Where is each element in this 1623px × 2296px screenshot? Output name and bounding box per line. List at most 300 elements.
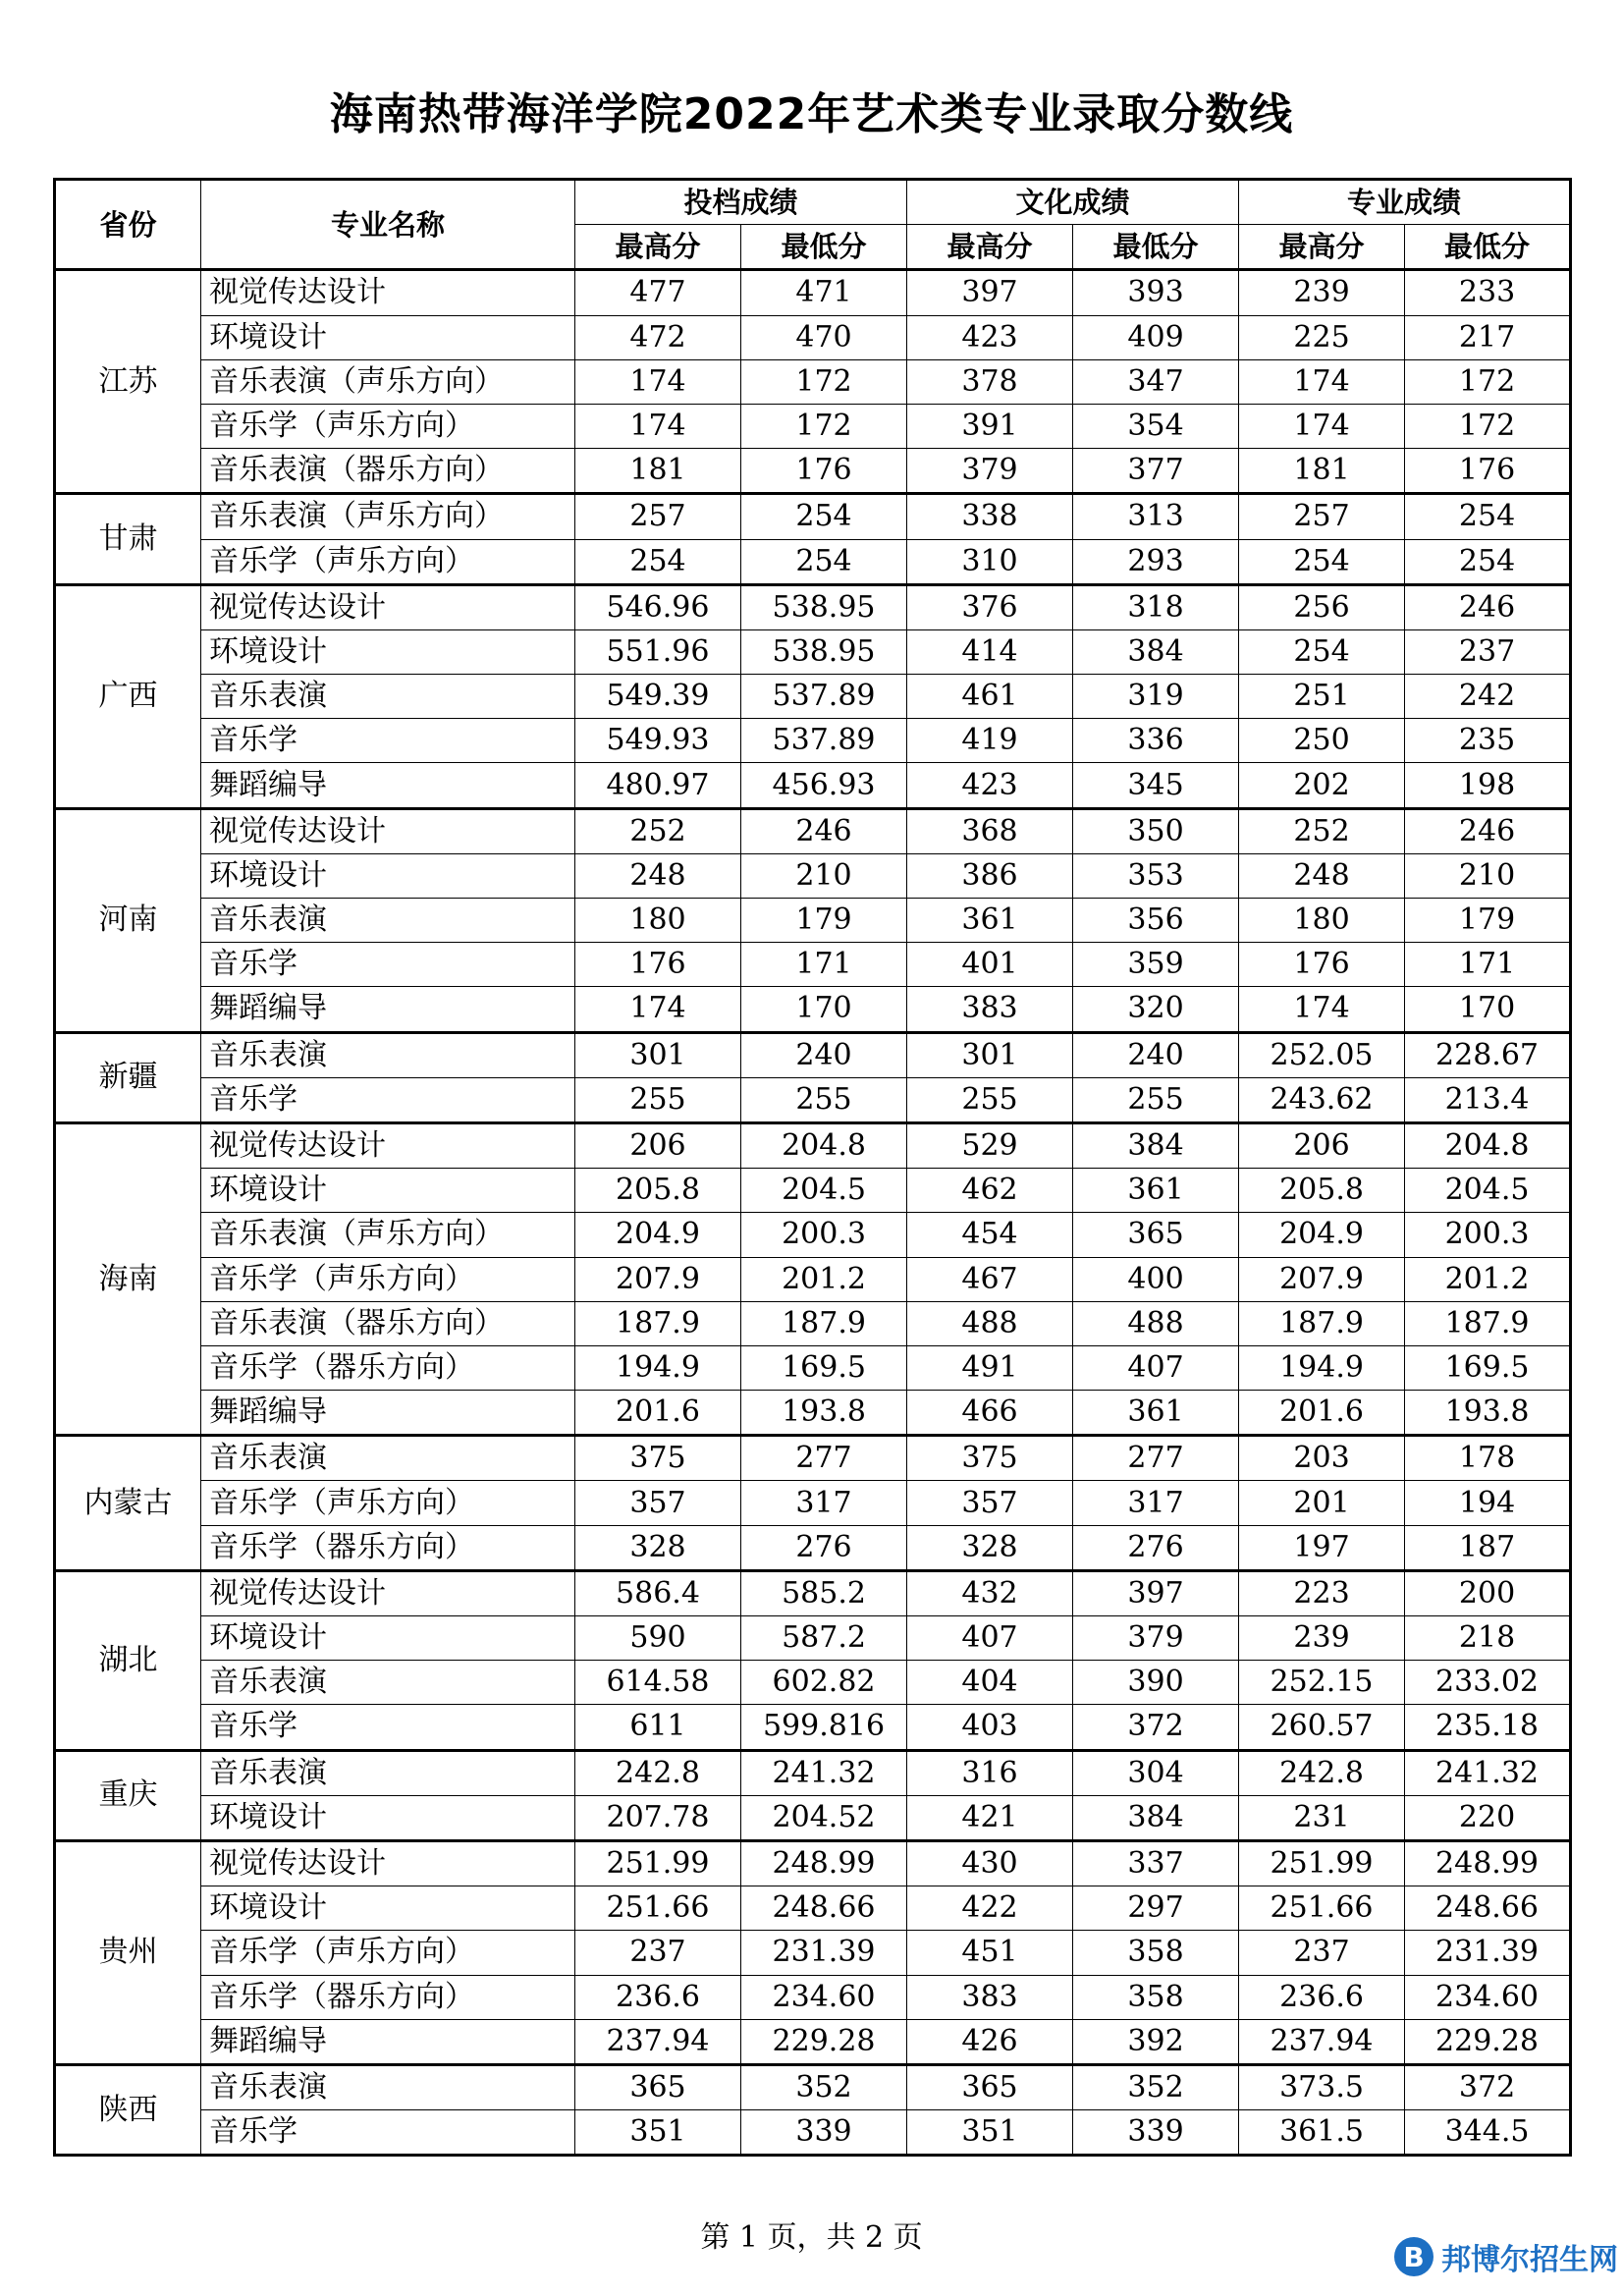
submission-max-cell: 586.4 xyxy=(575,1570,741,1615)
submission-min-cell: 204.52 xyxy=(741,1795,907,1840)
culture-max-cell: 328 xyxy=(907,1525,1073,1570)
submission-min-cell: 179 xyxy=(741,899,907,943)
major-cell: 音乐表演 xyxy=(201,1032,575,1077)
major-cell: 音乐学（声乐方向） xyxy=(201,1931,575,1975)
major-cell: 舞蹈编导 xyxy=(201,2019,575,2064)
submission-min-cell: 254 xyxy=(741,539,907,584)
submission-max-cell: 472 xyxy=(575,315,741,359)
culture-max-cell: 426 xyxy=(907,2019,1073,2064)
header-group-submission: 投档成绩 xyxy=(575,180,907,225)
culture-max-cell: 423 xyxy=(907,315,1073,359)
submission-max-cell: 255 xyxy=(575,1077,741,1122)
professional-max-cell: 239 xyxy=(1239,1616,1405,1661)
submission-max-cell: 237 xyxy=(575,1931,741,1975)
professional-max-cell: 201 xyxy=(1239,1481,1405,1525)
professional-max-cell: 174 xyxy=(1239,359,1405,404)
table-row xyxy=(55,1525,1571,1570)
culture-min-cell: 409 xyxy=(1073,315,1239,359)
submission-min-cell: 204.5 xyxy=(741,1169,907,1213)
professional-min-cell: 235.18 xyxy=(1405,1705,1571,1750)
culture-min-cell: 317 xyxy=(1073,1481,1239,1525)
culture-max-cell: 491 xyxy=(907,1345,1073,1390)
professional-max-cell: 205.8 xyxy=(1239,1169,1405,1213)
major-cell: 音乐表演（声乐方向） xyxy=(201,1213,575,1257)
submission-max-cell: 252 xyxy=(575,808,741,853)
table-row xyxy=(55,1931,1571,1975)
culture-max-cell: 423 xyxy=(907,763,1073,808)
professional-min-cell: 235 xyxy=(1405,719,1571,763)
submission-max-cell: 551.96 xyxy=(575,629,741,674)
submission-max-cell: 590 xyxy=(575,1616,741,1661)
header-min: 最低分 xyxy=(1405,225,1571,270)
table-row xyxy=(55,899,1571,943)
submission-max-cell: 206 xyxy=(575,1122,741,1168)
submission-min-cell: 255 xyxy=(741,1077,907,1122)
professional-min-cell: 241.32 xyxy=(1405,1750,1571,1795)
culture-max-cell: 397 xyxy=(907,270,1073,315)
culture-min-cell: 255 xyxy=(1073,1077,1239,1122)
province-cell: 新疆 xyxy=(55,1032,201,1122)
professional-min-cell: 169.5 xyxy=(1405,1345,1571,1390)
culture-min-cell: 336 xyxy=(1073,719,1239,763)
submission-min-cell: 248.66 xyxy=(741,1886,907,1931)
professional-min-cell: 228.67 xyxy=(1405,1032,1571,1077)
professional-max-cell: 239 xyxy=(1239,270,1405,315)
professional-max-cell: 237 xyxy=(1239,1931,1405,1975)
submission-min-cell: 339 xyxy=(741,2110,907,2156)
culture-max-cell: 361 xyxy=(907,899,1073,943)
table-row xyxy=(55,359,1571,404)
culture-max-cell: 383 xyxy=(907,1975,1073,2019)
culture-max-cell: 401 xyxy=(907,943,1073,987)
major-cell: 音乐表演（声乐方向） xyxy=(201,494,575,539)
submission-max-cell: 207.78 xyxy=(575,1795,741,1840)
culture-min-cell: 345 xyxy=(1073,763,1239,808)
submission-max-cell: 174 xyxy=(575,987,741,1032)
major-cell: 音乐学（器乐方向） xyxy=(201,1345,575,1390)
professional-min-cell: 193.8 xyxy=(1405,1391,1571,1436)
professional-max-cell: 254 xyxy=(1239,629,1405,674)
major-cell: 音乐学（声乐方向） xyxy=(201,404,575,448)
major-cell: 环境设计 xyxy=(201,1616,575,1661)
culture-min-cell: 397 xyxy=(1073,1570,1239,1615)
culture-max-cell: 386 xyxy=(907,853,1073,898)
submission-max-cell: 480.97 xyxy=(575,763,741,808)
table-row xyxy=(55,943,1571,987)
culture-min-cell: 358 xyxy=(1073,1931,1239,1975)
submission-max-cell: 201.6 xyxy=(575,1391,741,1436)
major-cell: 音乐学（声乐方向） xyxy=(201,1257,575,1301)
professional-max-cell: 236.6 xyxy=(1239,1975,1405,2019)
professional-min-cell: 171 xyxy=(1405,943,1571,987)
professional-min-cell: 217 xyxy=(1405,315,1571,359)
culture-min-cell: 293 xyxy=(1073,539,1239,584)
submission-min-cell: 317 xyxy=(741,1481,907,1525)
professional-max-cell: 257 xyxy=(1239,494,1405,539)
culture-max-cell: 404 xyxy=(907,1661,1073,1705)
submission-min-cell: 176 xyxy=(741,449,907,494)
culture-min-cell: 393 xyxy=(1073,270,1239,315)
submission-min-cell: 201.2 xyxy=(741,1257,907,1301)
table-row xyxy=(55,719,1571,763)
professional-min-cell: 229.28 xyxy=(1405,2019,1571,2064)
culture-min-cell: 361 xyxy=(1073,1169,1239,1213)
watermark xyxy=(1394,2235,1618,2278)
submission-min-cell: 599.816 xyxy=(741,1705,907,1750)
culture-min-cell: 240 xyxy=(1073,1032,1239,1077)
professional-min-cell: 248.66 xyxy=(1405,1886,1571,1931)
professional-max-cell: 231 xyxy=(1239,1795,1405,1840)
table-row xyxy=(55,404,1571,448)
professional-min-cell: 231.39 xyxy=(1405,1931,1571,1975)
submission-min-cell: 170 xyxy=(741,987,907,1032)
header-min: 最低分 xyxy=(741,225,907,270)
culture-min-cell: 350 xyxy=(1073,808,1239,853)
major-cell: 音乐表演（声乐方向） xyxy=(201,359,575,404)
culture-max-cell: 488 xyxy=(907,1301,1073,1345)
professional-min-cell: 200 xyxy=(1405,1570,1571,1615)
professional-min-cell: 242 xyxy=(1405,675,1571,719)
page-title: 海南热带海洋学院2022年艺术类专业录取分数线 xyxy=(329,89,1294,139)
submission-min-cell: 471 xyxy=(741,270,907,315)
submission-max-cell: 549.93 xyxy=(575,719,741,763)
table-row xyxy=(55,270,1571,315)
culture-min-cell: 488 xyxy=(1073,1301,1239,1345)
professional-max-cell: 223 xyxy=(1239,1570,1405,1615)
professional-max-cell: 187.9 xyxy=(1239,1301,1405,1345)
submission-max-cell: 351 xyxy=(575,2110,741,2156)
professional-max-cell: 174 xyxy=(1239,404,1405,448)
table-row xyxy=(55,539,1571,584)
submission-min-cell: 246 xyxy=(741,808,907,853)
culture-min-cell: 319 xyxy=(1073,675,1239,719)
professional-max-cell: 243.62 xyxy=(1239,1077,1405,1122)
professional-max-cell: 260.57 xyxy=(1239,1705,1405,1750)
culture-min-cell: 361 xyxy=(1073,1391,1239,1436)
culture-min-cell: 313 xyxy=(1073,494,1239,539)
culture-max-cell: 421 xyxy=(907,1795,1073,1840)
table-row xyxy=(55,1886,1571,1931)
culture-max-cell: 432 xyxy=(907,1570,1073,1615)
professional-min-cell: 233 xyxy=(1405,270,1571,315)
professional-min-cell: 254 xyxy=(1405,494,1571,539)
professional-min-cell: 187.9 xyxy=(1405,1301,1571,1345)
submission-max-cell: 237.94 xyxy=(575,2019,741,2064)
header-major: 专业名称 xyxy=(201,180,575,270)
submission-min-cell: 172 xyxy=(741,359,907,404)
submission-max-cell: 257 xyxy=(575,494,741,539)
professional-min-cell: 187 xyxy=(1405,1525,1571,1570)
submission-max-cell: 236.6 xyxy=(575,1975,741,2019)
submission-max-cell: 254 xyxy=(575,539,741,584)
major-cell: 音乐表演 xyxy=(201,1436,575,1481)
submission-min-cell: 171 xyxy=(741,943,907,987)
professional-min-cell: 178 xyxy=(1405,1436,1571,1481)
professional-max-cell: 251.66 xyxy=(1239,1886,1405,1931)
professional-min-cell: 218 xyxy=(1405,1616,1571,1661)
culture-min-cell: 384 xyxy=(1073,1795,1239,1840)
major-cell: 音乐学 xyxy=(201,719,575,763)
submission-max-cell: 242.8 xyxy=(575,1750,741,1795)
culture-max-cell: 301 xyxy=(907,1032,1073,1077)
submission-max-cell: 301 xyxy=(575,1032,741,1077)
table-row xyxy=(55,1795,1571,1840)
culture-min-cell: 337 xyxy=(1073,1840,1239,1886)
submission-max-cell: 187.9 xyxy=(575,1301,741,1345)
major-cell: 环境设计 xyxy=(201,1169,575,1213)
table-row xyxy=(55,584,1571,629)
submission-max-cell: 176 xyxy=(575,943,741,987)
major-cell: 环境设计 xyxy=(201,629,575,674)
watermark-text: 邦博尔招生网 xyxy=(1441,2243,1618,2277)
major-cell: 音乐学 xyxy=(201,1077,575,1122)
culture-max-cell: 451 xyxy=(907,1931,1073,1975)
province-cell: 陕西 xyxy=(55,2064,201,2155)
professional-max-cell: 254 xyxy=(1239,539,1405,584)
professional-min-cell: 200.3 xyxy=(1405,1213,1571,1257)
table-row xyxy=(55,1122,1571,1168)
culture-max-cell: 466 xyxy=(907,1391,1073,1436)
table-row xyxy=(55,1301,1571,1345)
submission-max-cell: 180 xyxy=(575,899,741,943)
major-cell: 舞蹈编导 xyxy=(201,1391,575,1436)
culture-max-cell: 351 xyxy=(907,2110,1073,2156)
culture-min-cell: 377 xyxy=(1073,449,1239,494)
submission-min-cell: 200.3 xyxy=(741,1213,907,1257)
professional-max-cell: 242.8 xyxy=(1239,1750,1405,1795)
major-cell: 视觉传达设计 xyxy=(201,1570,575,1615)
professional-max-cell: 251 xyxy=(1239,675,1405,719)
culture-min-cell: 390 xyxy=(1073,1661,1239,1705)
major-cell: 环境设计 xyxy=(201,1795,575,1840)
submission-max-cell: 205.8 xyxy=(575,1169,741,1213)
culture-max-cell: 391 xyxy=(907,404,1073,448)
table-row xyxy=(55,1705,1571,1750)
header-group-professional: 专业成绩 xyxy=(1239,180,1571,225)
submission-max-cell: 251.99 xyxy=(575,1840,741,1886)
major-cell: 视觉传达设计 xyxy=(201,808,575,853)
culture-max-cell: 365 xyxy=(907,2064,1073,2109)
culture-max-cell: 422 xyxy=(907,1886,1073,1931)
submission-min-cell: 210 xyxy=(741,853,907,898)
table-row xyxy=(55,763,1571,808)
culture-min-cell: 359 xyxy=(1073,943,1239,987)
table-row xyxy=(55,1032,1571,1077)
table-body xyxy=(55,270,1571,2156)
province-cell: 甘肃 xyxy=(55,494,201,584)
submission-max-cell: 477 xyxy=(575,270,741,315)
culture-min-cell: 358 xyxy=(1073,1975,1239,2019)
submission-max-cell: 181 xyxy=(575,449,741,494)
professional-min-cell: 213.4 xyxy=(1405,1077,1571,1122)
header-min: 最低分 xyxy=(1073,225,1239,270)
submission-max-cell: 251.66 xyxy=(575,1886,741,1931)
table-row xyxy=(55,1570,1571,1615)
province-cell: 湖北 xyxy=(55,1570,201,1750)
province-cell: 贵州 xyxy=(55,1840,201,2064)
professional-max-cell: 202 xyxy=(1239,763,1405,808)
submission-min-cell: 248.99 xyxy=(741,1840,907,1886)
professional-min-cell: 344.5 xyxy=(1405,2110,1571,2156)
table-row xyxy=(55,1481,1571,1525)
professional-min-cell: 172 xyxy=(1405,359,1571,404)
culture-max-cell: 383 xyxy=(907,987,1073,1032)
submission-min-cell: 352 xyxy=(741,2064,907,2109)
table-row xyxy=(55,1257,1571,1301)
culture-max-cell: 467 xyxy=(907,1257,1073,1301)
culture-min-cell: 320 xyxy=(1073,987,1239,1032)
culture-min-cell: 392 xyxy=(1073,2019,1239,2064)
professional-max-cell: 361.5 xyxy=(1239,2110,1405,2156)
submission-min-cell: 537.89 xyxy=(741,719,907,763)
culture-min-cell: 354 xyxy=(1073,404,1239,448)
major-cell: 舞蹈编导 xyxy=(201,987,575,1032)
professional-min-cell: 233.02 xyxy=(1405,1661,1571,1705)
culture-max-cell: 255 xyxy=(907,1077,1073,1122)
table-row xyxy=(55,1840,1571,1886)
professional-max-cell: 204.9 xyxy=(1239,1213,1405,1257)
professional-max-cell: 194.9 xyxy=(1239,1345,1405,1390)
culture-min-cell: 318 xyxy=(1073,584,1239,629)
table-row xyxy=(55,675,1571,719)
professional-min-cell: 176 xyxy=(1405,449,1571,494)
major-cell: 音乐表演 xyxy=(201,1661,575,1705)
professional-min-cell: 220 xyxy=(1405,1795,1571,1840)
culture-max-cell: 419 xyxy=(907,719,1073,763)
culture-min-cell: 297 xyxy=(1073,1886,1239,1931)
submission-max-cell: 375 xyxy=(575,1436,741,1481)
submission-min-cell: 204.8 xyxy=(741,1122,907,1168)
table-row xyxy=(55,2110,1571,2156)
major-cell: 音乐学（器乐方向） xyxy=(201,1975,575,2019)
culture-min-cell: 347 xyxy=(1073,359,1239,404)
submission-max-cell: 174 xyxy=(575,359,741,404)
professional-max-cell: 206 xyxy=(1239,1122,1405,1168)
major-cell: 视觉传达设计 xyxy=(201,270,575,315)
submission-min-cell: 231.39 xyxy=(741,1931,907,1975)
professional-min-cell: 194 xyxy=(1405,1481,1571,1525)
professional-min-cell: 372 xyxy=(1405,2064,1571,2109)
watermark-logo-icon: B xyxy=(1394,2237,1434,2276)
submission-min-cell: 585.2 xyxy=(741,1570,907,1615)
table-row xyxy=(55,1345,1571,1390)
submission-max-cell: 614.58 xyxy=(575,1661,741,1705)
professional-max-cell: 256 xyxy=(1239,584,1405,629)
culture-max-cell: 529 xyxy=(907,1122,1073,1168)
professional-min-cell: 254 xyxy=(1405,539,1571,584)
culture-max-cell: 310 xyxy=(907,539,1073,584)
professional-max-cell: 174 xyxy=(1239,987,1405,1032)
professional-min-cell: 170 xyxy=(1405,987,1571,1032)
major-cell: 音乐学（声乐方向） xyxy=(201,1481,575,1525)
culture-min-cell: 356 xyxy=(1073,899,1239,943)
submission-min-cell: 587.2 xyxy=(741,1616,907,1661)
submission-max-cell: 549.39 xyxy=(575,675,741,719)
culture-min-cell: 353 xyxy=(1073,853,1239,898)
table-row xyxy=(55,1213,1571,1257)
submission-max-cell: 174 xyxy=(575,404,741,448)
culture-max-cell: 375 xyxy=(907,1436,1073,1481)
submission-min-cell: 538.95 xyxy=(741,584,907,629)
professional-min-cell: 246 xyxy=(1405,584,1571,629)
culture-max-cell: 368 xyxy=(907,808,1073,853)
province-cell: 重庆 xyxy=(55,1750,201,1840)
professional-min-cell: 248.99 xyxy=(1405,1840,1571,1886)
major-cell: 音乐表演（器乐方向） xyxy=(201,1301,575,1345)
culture-min-cell: 277 xyxy=(1073,1436,1239,1481)
professional-max-cell: 237.94 xyxy=(1239,2019,1405,2064)
header-row-1 xyxy=(55,180,1571,225)
professional-max-cell: 207.9 xyxy=(1239,1257,1405,1301)
professional-max-cell: 197 xyxy=(1239,1525,1405,1570)
submission-min-cell: 602.82 xyxy=(741,1661,907,1705)
culture-min-cell: 372 xyxy=(1073,1705,1239,1750)
submission-min-cell: 276 xyxy=(741,1525,907,1570)
table-row xyxy=(55,1391,1571,1436)
province-cell: 内蒙古 xyxy=(55,1436,201,1571)
submission-min-cell: 240 xyxy=(741,1032,907,1077)
professional-min-cell: 172 xyxy=(1405,404,1571,448)
culture-min-cell: 379 xyxy=(1073,1616,1239,1661)
table-row xyxy=(55,987,1571,1032)
culture-max-cell: 462 xyxy=(907,1169,1073,1213)
professional-max-cell: 248 xyxy=(1239,853,1405,898)
culture-min-cell: 400 xyxy=(1073,1257,1239,1301)
major-cell: 视觉传达设计 xyxy=(201,1840,575,1886)
table-row xyxy=(55,1436,1571,1481)
submission-min-cell: 470 xyxy=(741,315,907,359)
table-row xyxy=(55,2064,1571,2109)
professional-max-cell: 252.15 xyxy=(1239,1661,1405,1705)
submission-max-cell: 204.9 xyxy=(575,1213,741,1257)
submission-max-cell: 248 xyxy=(575,853,741,898)
submission-min-cell: 169.5 xyxy=(741,1345,907,1390)
submission-max-cell: 546.96 xyxy=(575,584,741,629)
table-row xyxy=(55,494,1571,539)
major-cell: 视觉传达设计 xyxy=(201,1122,575,1168)
province-cell: 河南 xyxy=(55,808,201,1032)
culture-max-cell: 357 xyxy=(907,1481,1073,1525)
professional-max-cell: 181 xyxy=(1239,449,1405,494)
major-cell: 音乐学 xyxy=(201,943,575,987)
table-row xyxy=(55,629,1571,674)
table-row xyxy=(55,1616,1571,1661)
table-row xyxy=(55,1169,1571,1213)
major-cell: 视觉传达设计 xyxy=(201,584,575,629)
submission-min-cell: 254 xyxy=(741,494,907,539)
major-cell: 音乐表演 xyxy=(201,899,575,943)
culture-min-cell: 407 xyxy=(1073,1345,1239,1390)
submission-min-cell: 241.32 xyxy=(741,1750,907,1795)
culture-max-cell: 376 xyxy=(907,584,1073,629)
culture-min-cell: 352 xyxy=(1073,2064,1239,2109)
submission-min-cell: 234.60 xyxy=(741,1975,907,2019)
province-cell: 江苏 xyxy=(55,270,201,494)
professional-min-cell: 204.5 xyxy=(1405,1169,1571,1213)
professional-max-cell: 373.5 xyxy=(1239,2064,1405,2109)
submission-min-cell: 187.9 xyxy=(741,1301,907,1345)
professional-min-cell: 246 xyxy=(1405,808,1571,853)
table-row xyxy=(55,1077,1571,1122)
culture-min-cell: 339 xyxy=(1073,2110,1239,2156)
professional-min-cell: 198 xyxy=(1405,763,1571,808)
professional-max-cell: 176 xyxy=(1239,943,1405,987)
submission-max-cell: 611 xyxy=(575,1705,741,1750)
professional-min-cell: 234.60 xyxy=(1405,1975,1571,2019)
submission-max-cell: 328 xyxy=(575,1525,741,1570)
major-cell: 环境设计 xyxy=(201,1886,575,1931)
table-row xyxy=(55,1975,1571,2019)
